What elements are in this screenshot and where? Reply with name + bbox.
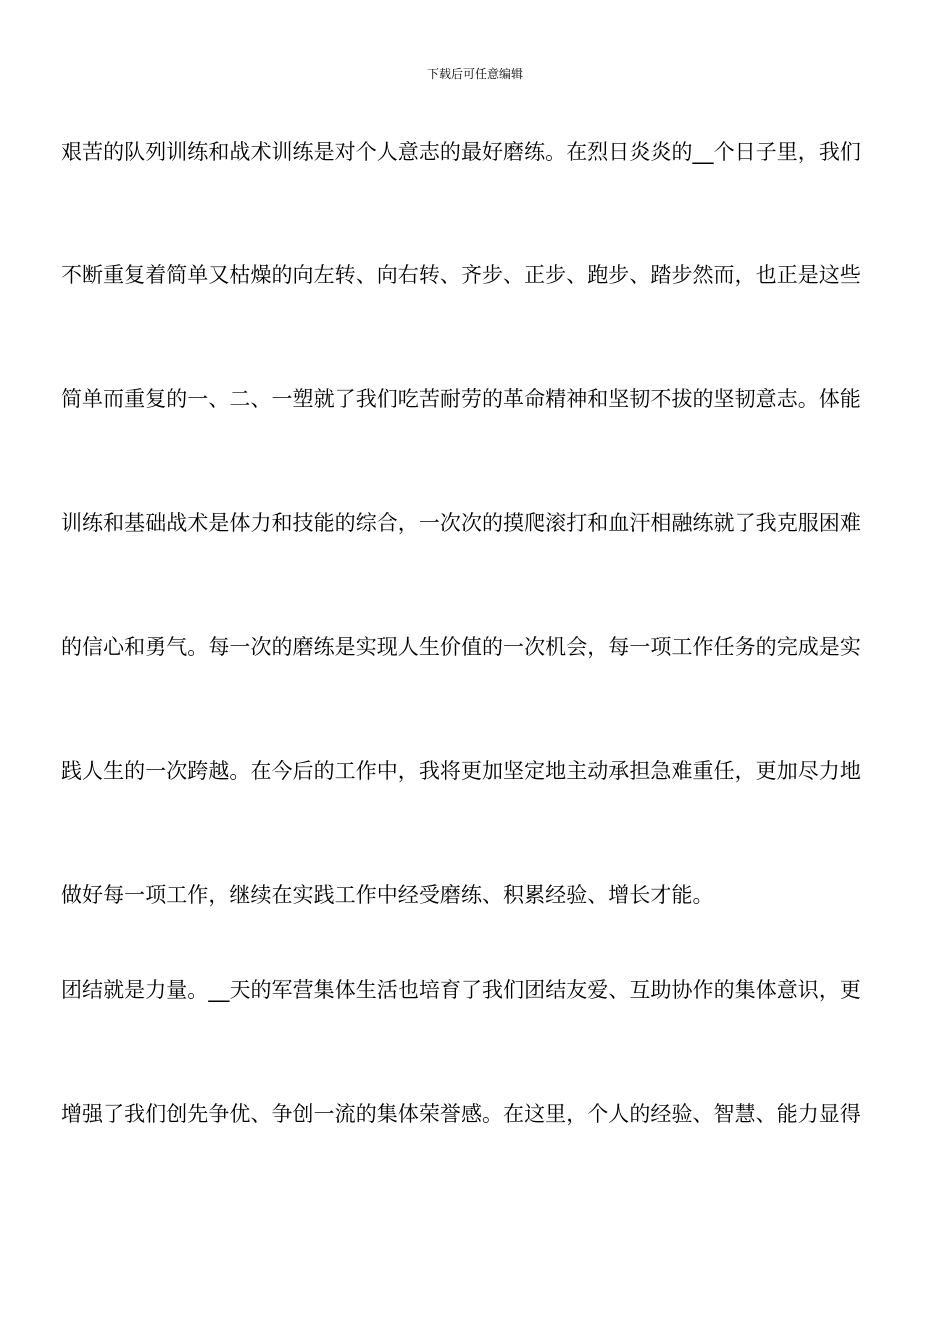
paragraph-line-9: 增强了我们创先争优、争创一流的集体荣誉感。在这里，个人的经验、智慧、能力显得 (61, 1102, 861, 1126)
paragraph-line-7: 做好每一项工作，继续在实践工作中经受磨练、积累经验、增长才能。 (61, 883, 714, 907)
paragraph-line-6: 践人生的一次跨越。在今后的工作中，我将更加坚定地主动承担急难重任，更加尽力地 (61, 759, 861, 783)
paragraph-line-1: 艰苦的队列训练和战术训练是对个人意志的最好磨练。在烈日炎炎的__个日子里，我们 (61, 140, 861, 164)
paragraph-line-2: 不断重复着简单又枯燥的向左转、向右转、齐步、正步、跑步、踏步然而，也正是这些 (61, 263, 861, 287)
paragraph-line-3: 简单而重复的一、二、一塑就了我们吃苦耐劳的革命精神和坚韧不拔的坚韧意志。体能 (61, 387, 861, 411)
paragraph-line-4: 训练和基础战术是体力和技能的综合，一次次的摸爬滚打和血汗相融练就了我克服困难 (61, 511, 861, 535)
page-header: 下载后可任意编辑 (426, 67, 523, 81)
paragraph-line-8: 团结就是力量。__天的军营集体生活也培育了我们团结友爱、互助协作的集体意识，更 (61, 978, 861, 1002)
paragraph-line-5: 的信心和勇气。每一次的磨练是实现人生价值的一次机会，每一项工作任务的完成是实 (61, 635, 861, 659)
